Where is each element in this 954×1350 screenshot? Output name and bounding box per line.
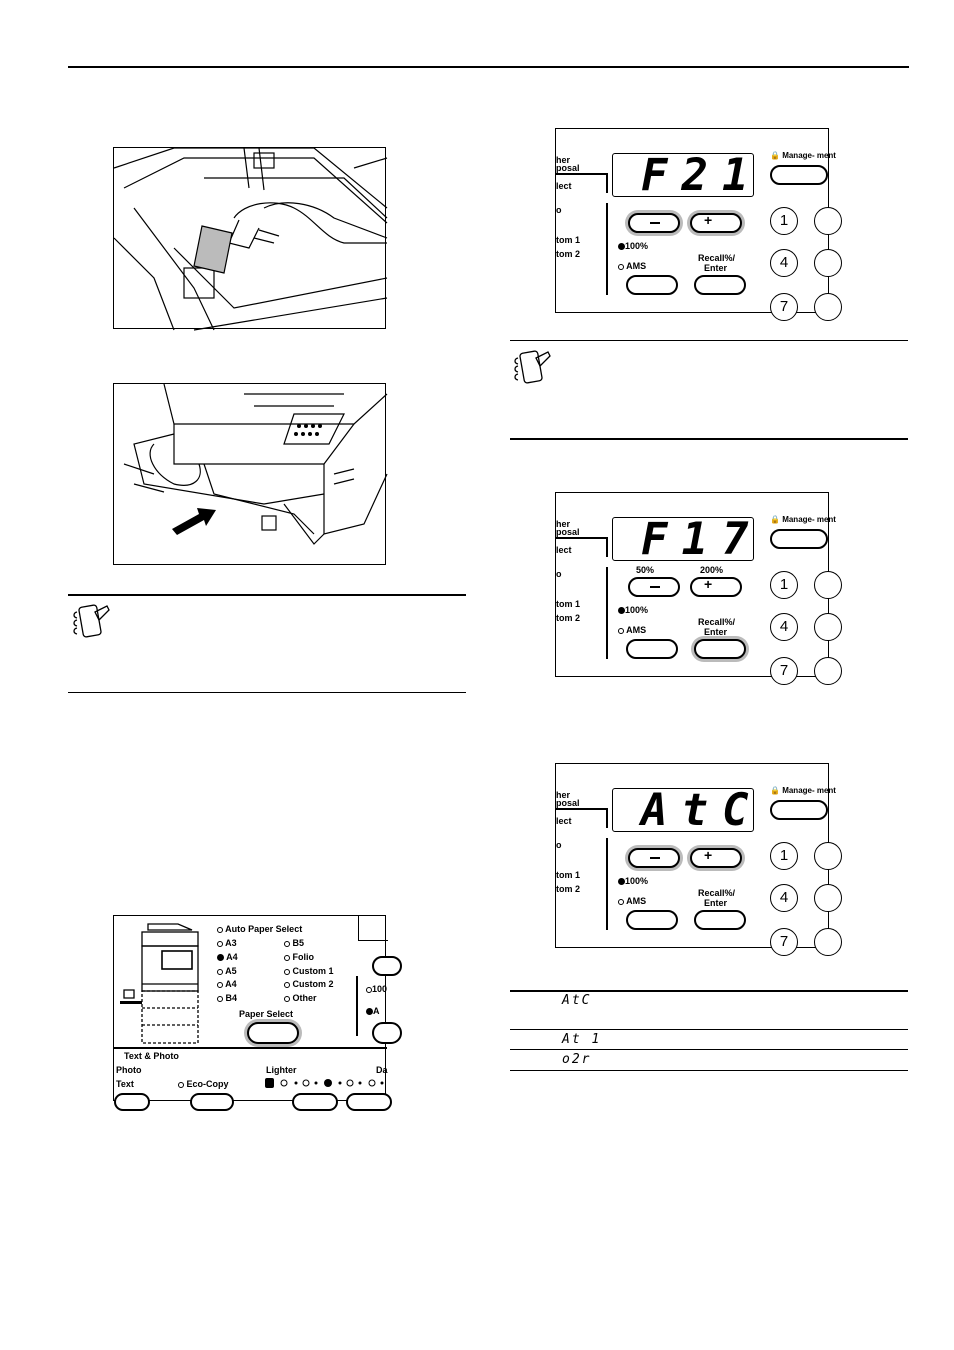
partial-label-3: lect [556, 545, 572, 555]
key-4[interactable]: 4 [770, 613, 798, 641]
management-label: 🔒 Manage- ment [770, 151, 836, 160]
table-top-rule [510, 990, 908, 992]
eco-copy-label: Eco-Copy [178, 1079, 229, 1089]
paper-select-panel [113, 915, 386, 1101]
key-5-partial[interactable] [814, 884, 842, 912]
minus-zoom-label: 50% [636, 565, 655, 575]
key-4[interactable]: 4 [770, 884, 798, 912]
key-7[interactable]: 7 [770, 657, 798, 685]
plus-button[interactable]: + [690, 577, 742, 597]
management-button[interactable] [770, 165, 828, 185]
key-5-partial[interactable] [814, 249, 842, 277]
text-photo-label: Text & Photo [124, 1051, 179, 1061]
insert-cassette-illustration [113, 383, 386, 565]
management-label: 🔒 Manage- ment [770, 786, 836, 795]
push-arrow-icon [172, 508, 216, 535]
paper-select-button[interactable] [247, 1022, 299, 1044]
display-code: F17 [641, 514, 763, 565]
enter-label: Enter [704, 898, 728, 908]
ams-label: AMS [618, 625, 646, 635]
display-code: AtC [641, 785, 763, 836]
partial-label-5: tom 1 [556, 235, 581, 245]
partial-label-6: tom 2 [556, 884, 581, 894]
key-8-partial[interactable] [814, 657, 842, 685]
divider [356, 976, 358, 1036]
operation-panel-bottom [555, 763, 836, 950]
recall-label: Recall%/ [698, 617, 736, 627]
partial-label-1: her [556, 519, 571, 529]
photo-label: Photo [116, 1065, 142, 1075]
ams-button[interactable] [626, 275, 678, 295]
display-code: F21 [641, 150, 763, 201]
table-code-3: o2r [562, 1052, 592, 1067]
partial-label-2: posal [556, 798, 580, 808]
note-right-bottom-rule [510, 438, 908, 440]
note-left-top-rule [68, 594, 466, 596]
exposure-scale [264, 1077, 387, 1089]
panel-line [556, 173, 606, 175]
table-bottom-rule [510, 1070, 908, 1071]
ams-button[interactable] [626, 910, 678, 930]
key-4[interactable]: 4 [770, 249, 798, 277]
key-2-partial[interactable] [814, 842, 842, 870]
panel-line-v [606, 173, 608, 193]
recall-label: Recall%/ [698, 888, 736, 898]
partial-label-6: tom 2 [556, 249, 581, 259]
partial-label-2: posal [556, 163, 580, 173]
size-a4: A4 [217, 952, 238, 962]
copier-drawing [114, 384, 387, 566]
key-1[interactable]: 1 [770, 207, 798, 235]
size-a5: A5 [217, 966, 237, 976]
ams-label: AMS [618, 261, 646, 271]
indicator-100: 100% [618, 876, 648, 886]
strip-divider [114, 1047, 387, 1049]
partial-label-5: tom 1 [556, 599, 581, 609]
plus-button[interactable]: + [690, 213, 742, 233]
partial-label-4: o [556, 205, 562, 215]
ams-button[interactable] [626, 639, 678, 659]
partial-label-3: lect [556, 816, 572, 826]
enter-label: Enter [704, 263, 728, 273]
management-button[interactable] [770, 529, 828, 549]
panel-line-v2 [606, 838, 608, 930]
minus-button[interactable] [628, 848, 680, 868]
key-1[interactable]: 1 [770, 571, 798, 599]
eco-copy-button[interactable] [190, 1093, 234, 1111]
recall-enter-button[interactable] [694, 639, 746, 659]
lcd-display [612, 785, 763, 836]
size-folio: Folio [284, 952, 314, 962]
key-2-partial[interactable] [814, 571, 842, 599]
key-8-partial[interactable] [814, 928, 842, 956]
partial-label-1: her [556, 790, 571, 800]
size-a4r: A4 [217, 979, 237, 989]
partial-label-5: tom 1 [556, 870, 581, 880]
lcd-display [612, 514, 763, 565]
management-button[interactable] [770, 800, 828, 820]
size-other: Other [284, 993, 317, 1003]
partial-label-2: posal [556, 527, 580, 537]
panel-line [556, 537, 606, 539]
lighter-label: Lighter [266, 1065, 297, 1075]
note-icon [73, 602, 113, 646]
lighter-button[interactable] [292, 1093, 338, 1111]
recall-label: Recall%/ [698, 253, 736, 263]
partial-button-2[interactable] [372, 1022, 402, 1044]
key-7[interactable]: 7 [770, 928, 798, 956]
text-label: Text [116, 1079, 134, 1089]
note-icon-right [514, 348, 554, 392]
partial-label-4: o [556, 569, 562, 579]
size-custom-2: Custom 2 [284, 979, 334, 989]
paper-select-label: Paper Select [239, 1009, 294, 1019]
copier-status-diagram [118, 922, 208, 1050]
partial-label-6: tom 2 [556, 613, 581, 623]
plus-button[interactable]: + [690, 848, 742, 868]
minus-button[interactable] [628, 577, 680, 597]
note-right-top-rule [510, 340, 908, 341]
indicator-100: 100% [618, 605, 648, 615]
size-b5: B5 [284, 938, 304, 948]
key-8-partial[interactable] [814, 293, 842, 321]
recall-enter-button[interactable] [694, 910, 746, 930]
plus-zoom-label: 200% [700, 565, 724, 575]
enter-label: Enter [704, 627, 728, 637]
partial-label-3: lect [556, 181, 572, 191]
size-custom-1: Custom 1 [284, 966, 334, 976]
header-rule [68, 66, 909, 68]
minus-button[interactable] [628, 213, 680, 233]
partial-label-4: o [556, 840, 562, 850]
panel-edge [358, 916, 388, 941]
operation-panel-top [555, 128, 836, 315]
auto-paper-select-label: Auto Paper Select [217, 924, 302, 934]
indicator-100: 100% [618, 241, 648, 251]
lcd-display [612, 150, 763, 201]
partial-100-label: 100 [366, 984, 387, 994]
management-label: 🔒 Manage- ment [770, 515, 836, 524]
cassette-card-drawing [114, 148, 387, 330]
table-code-2: At 1 [562, 1032, 602, 1047]
partial-label-1: her [556, 155, 571, 165]
panel-line [556, 808, 606, 810]
darker-button[interactable] [346, 1093, 392, 1111]
key-5-partial[interactable] [814, 613, 842, 641]
table-code-1: AtC [562, 993, 592, 1008]
ams-label: AMS [618, 896, 646, 906]
recall-enter-button[interactable] [694, 275, 746, 295]
panel-line-v2 [606, 567, 608, 659]
panel-line-v [606, 537, 608, 557]
operation-panel-mid [555, 492, 836, 679]
cassette-card-illustration [113, 147, 386, 329]
partial-a-label: A [366, 1006, 380, 1016]
size-a3: A3 [217, 938, 237, 948]
key-1[interactable]: 1 [770, 842, 798, 870]
size-b4: B4 [217, 993, 237, 1003]
panel-line-v2 [606, 203, 608, 295]
table-rule-1 [510, 1029, 908, 1030]
partial-button-1[interactable] [372, 956, 402, 976]
photo-mode-button[interactable] [114, 1093, 150, 1111]
key-7[interactable]: 7 [770, 293, 798, 321]
key-2-partial[interactable] [814, 207, 842, 235]
panel-line-v [606, 808, 608, 828]
table-rule-2 [510, 1049, 908, 1050]
note-left-bottom-rule [68, 692, 466, 693]
darker-label: Da [376, 1065, 388, 1075]
